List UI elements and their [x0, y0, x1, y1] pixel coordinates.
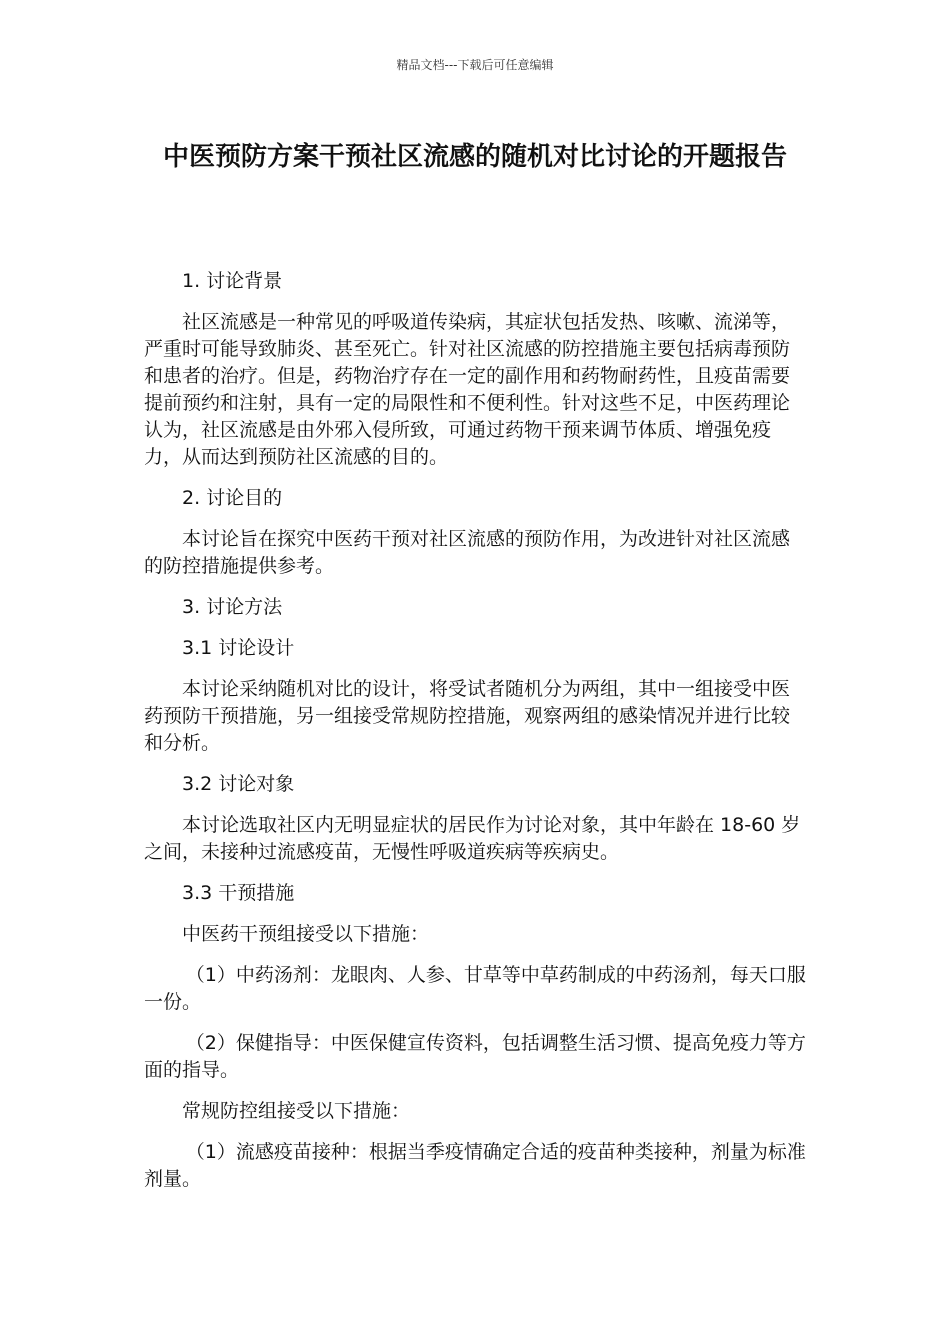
- section-heading-purpose: 2. 讨论目的: [182, 487, 283, 509]
- subsection-heading-intervention: 3.3 干预措施: [182, 882, 295, 904]
- subsection-heading-subjects: 3.2 讨论对象: [182, 773, 295, 795]
- paragraph-conventional-intro: 常规防控组接受以下措施：: [182, 1100, 411, 1122]
- paragraph-subjects: 本讨论选取社区内无明显症状的居民作为讨论对象，其中年龄在 18-60 岁之间，未接种过流感疫苗，无慢性呼吸道疾病等疾病史。: [144, 814, 801, 863]
- list-item-tcm-decoction: （1）中药汤剂：龙眼肉、人参、甘草等中草药制成的中药汤剂，每天口服一份。: [144, 964, 806, 1013]
- paragraph-tcm-intro: 中医药干预组接受以下措施：: [182, 923, 430, 945]
- section-heading-methods: 3. 讨论方法: [182, 596, 283, 618]
- paragraph-design: 本讨论采纳随机对比的设计，将受试者随机分为两组，其中一组接受中医药预防干预措施，另一组接受常规防控措施，观察两组的感染情况并进行比较和分析。: [144, 678, 791, 754]
- document-body: [144, 268, 806, 1207]
- section-heading-background: 1. 讨论背景: [182, 270, 283, 292]
- list-item-vaccination: （1）流感疫苗接种：根据当季疫情确定合适的疫苗种类接种，剂量为标准剂量。: [144, 1141, 806, 1190]
- paragraph-purpose: 本讨论旨在探究中医药干预对社区流感的预防作用，为改进针对社区流感的防控措施提供参考。: [144, 528, 791, 577]
- list-item-tcm-guidance: （2）保健指导：中医保健宣传资料，包括调整生活习惯、提高免疫力等方面的指导。: [144, 1032, 806, 1081]
- paragraph-background: 社区流感是一种常见的呼吸道传染病，其症状包括发热、咳嗽、流涕等，严重时可能导致肺炎、甚至死亡。针对社区流感的防控措施主要包括病毒预防和患者的治疗。但是，药物治疗存在一定的副作用和药物耐药性，且疫苗需要提前预约和注射，具有一定的局限性和不便利性。针对这些不足，中医药理论认为，社区流感是由外邪入侵所致，可通过药物干预来调节体质、增强免疫力，从而达到预防社区流感的目的。: [144, 311, 791, 468]
- subsection-heading-design: 3.1 讨论设计: [182, 637, 295, 659]
- header-note: 精品文档---下载后可任意编辑: [396, 58, 554, 72]
- document-title: 中医预防方案干预社区流感的随机对比讨论的开题报告: [162, 142, 787, 172]
